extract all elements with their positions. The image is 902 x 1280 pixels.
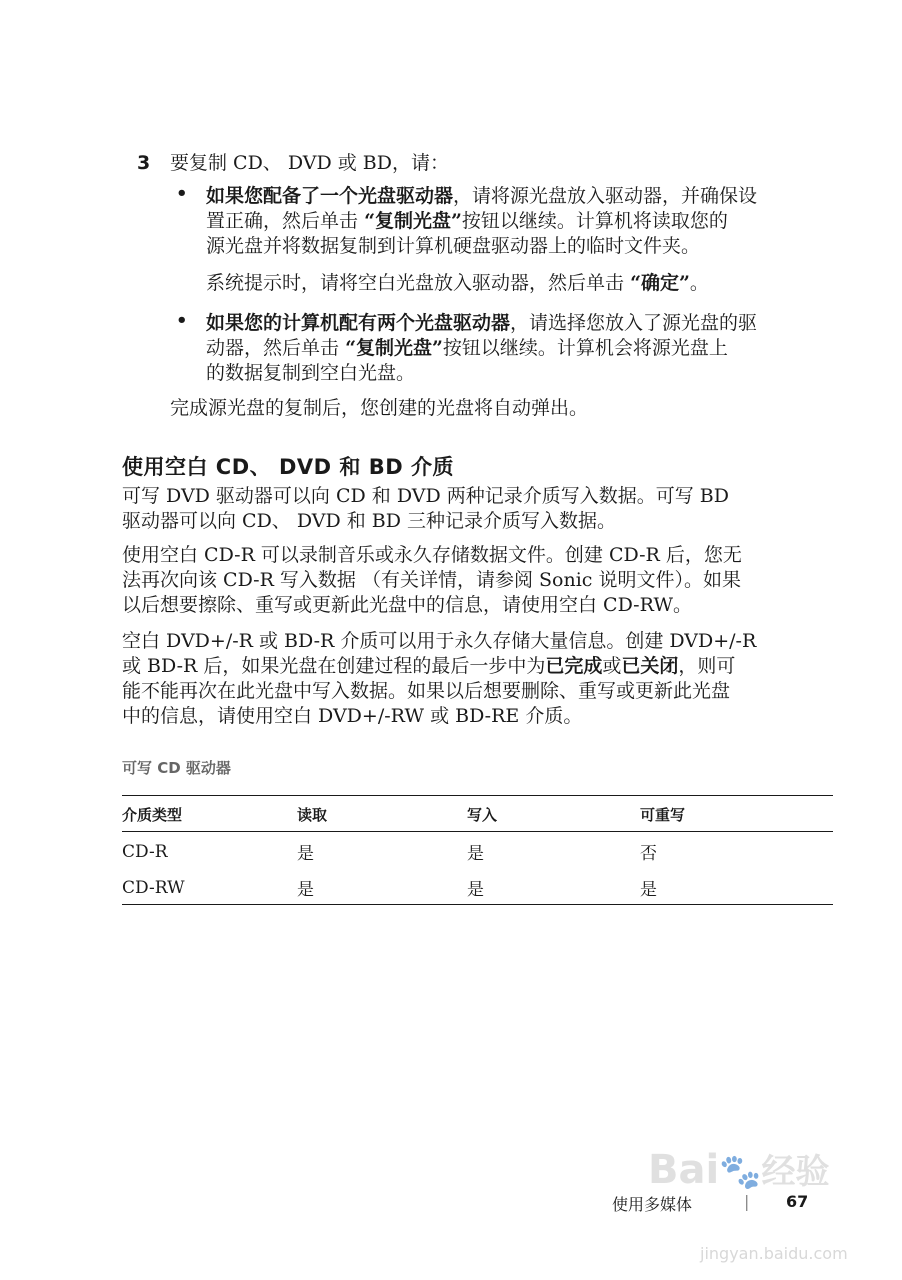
watermark-brand-2: 经验 — [761, 1152, 830, 1192]
section-heading: 使用空白 CD、 DVD 和 BD 介质 — [122, 455, 454, 479]
footer-section: 使用多媒体 — [612, 1195, 693, 1214]
table-header-row — [122, 796, 833, 832]
watermark-logo — [648, 1144, 830, 1193]
footer-page-number: 67 — [786, 1192, 809, 1211]
paragraph-1: 可写 DVD 驱动器可以向 CD 和 DVD 两种记录介质写入数据。可写 BD 驱动器可以向 CD、 DVD 和 BD 三种记录介质写入数据。 — [122, 485, 729, 532]
table-row — [122, 832, 833, 869]
cell-write: 是 — [467, 868, 640, 905]
bullet-2-text: 如果您的计算机配有两个光盘驱动器，请选择您放入了源光盘的驱 动器，然后单击 “复制光盘”按钮以继续。计算机会将源光盘上 的数据复制到空白光盘。 — [206, 312, 758, 384]
header-write: 写入 — [467, 796, 640, 832]
bullet-1-text: 如果您配备了一个光盘驱动器，请将源光盘放入驱动器，并确保设 置正确，然后单击 “复制光盘”按钮以继续。计算机将读取您的 源光盘并将数据复制到计算机硬盘驱动器上的临时文件夹。 — [206, 185, 758, 257]
header-rewritable: 可重写 — [640, 796, 833, 832]
cell-media: CD-RW — [122, 868, 297, 905]
footer-separator: | — [744, 1192, 750, 1211]
bullet-2-marker: • — [176, 310, 188, 331]
watermark-brand: Bai — [648, 1147, 720, 1193]
cell-read: 是 — [297, 844, 314, 864]
step-text: 要复制 CD、 DVD 或 BD，请： — [170, 152, 449, 174]
cd-drive-table — [122, 795, 833, 905]
cell-rewritable: 否 — [640, 844, 657, 864]
bullet-1-note: 系统提示时，请将空白光盘放入驱动器，然后单击 “确定”。 — [206, 272, 709, 294]
paw-icon: 🐾 — [719, 1152, 762, 1192]
bullet-1-marker: • — [176, 183, 188, 204]
cell-read: 是 — [297, 868, 467, 905]
cell-write: 是 — [467, 844, 484, 864]
table-row — [122, 868, 833, 905]
paragraph-2: 使用空白 CD-R 可以录制音乐或永久存储数据文件。创建 CD-R 后，您无 法再次向该 CD-R 写入数据 （有关详情，请参阅 Sonic 说明文件）。如果 以后想要擦除、重写或更新此光盘中的信息，请使用空白 CD-RW。 — [122, 544, 742, 616]
watermark-url: jingyan.baidu.com — [700, 1244, 848, 1263]
header-read: 读取 — [297, 796, 467, 832]
cell-media: CD-R — [122, 841, 168, 862]
table-caption: 可写 CD 驱动器 — [122, 759, 231, 777]
paragraph-3: 空白 DVD+/-R 或 BD-R 介质可以用于永久存储大量信息。创建 DVD+/-R 或 BD-R 后，如果光盘在创建过程的最后一步中为已完成或已关闭，则可 能不能再次在此光盘中写入数据。如果以后想要删除、重写或更新此光盘 中的信息，请使用空白 DVD+/-RW 或 BD-RE 介质。 — [122, 630, 757, 727]
step-number: 3 — [137, 152, 151, 174]
completion-text: 完成源光盘的复制后，您创建的光盘将自动弹出。 — [170, 397, 589, 419]
header-media-type: 介质类型 — [122, 796, 297, 832]
cell-rewritable: 是 — [640, 868, 833, 905]
